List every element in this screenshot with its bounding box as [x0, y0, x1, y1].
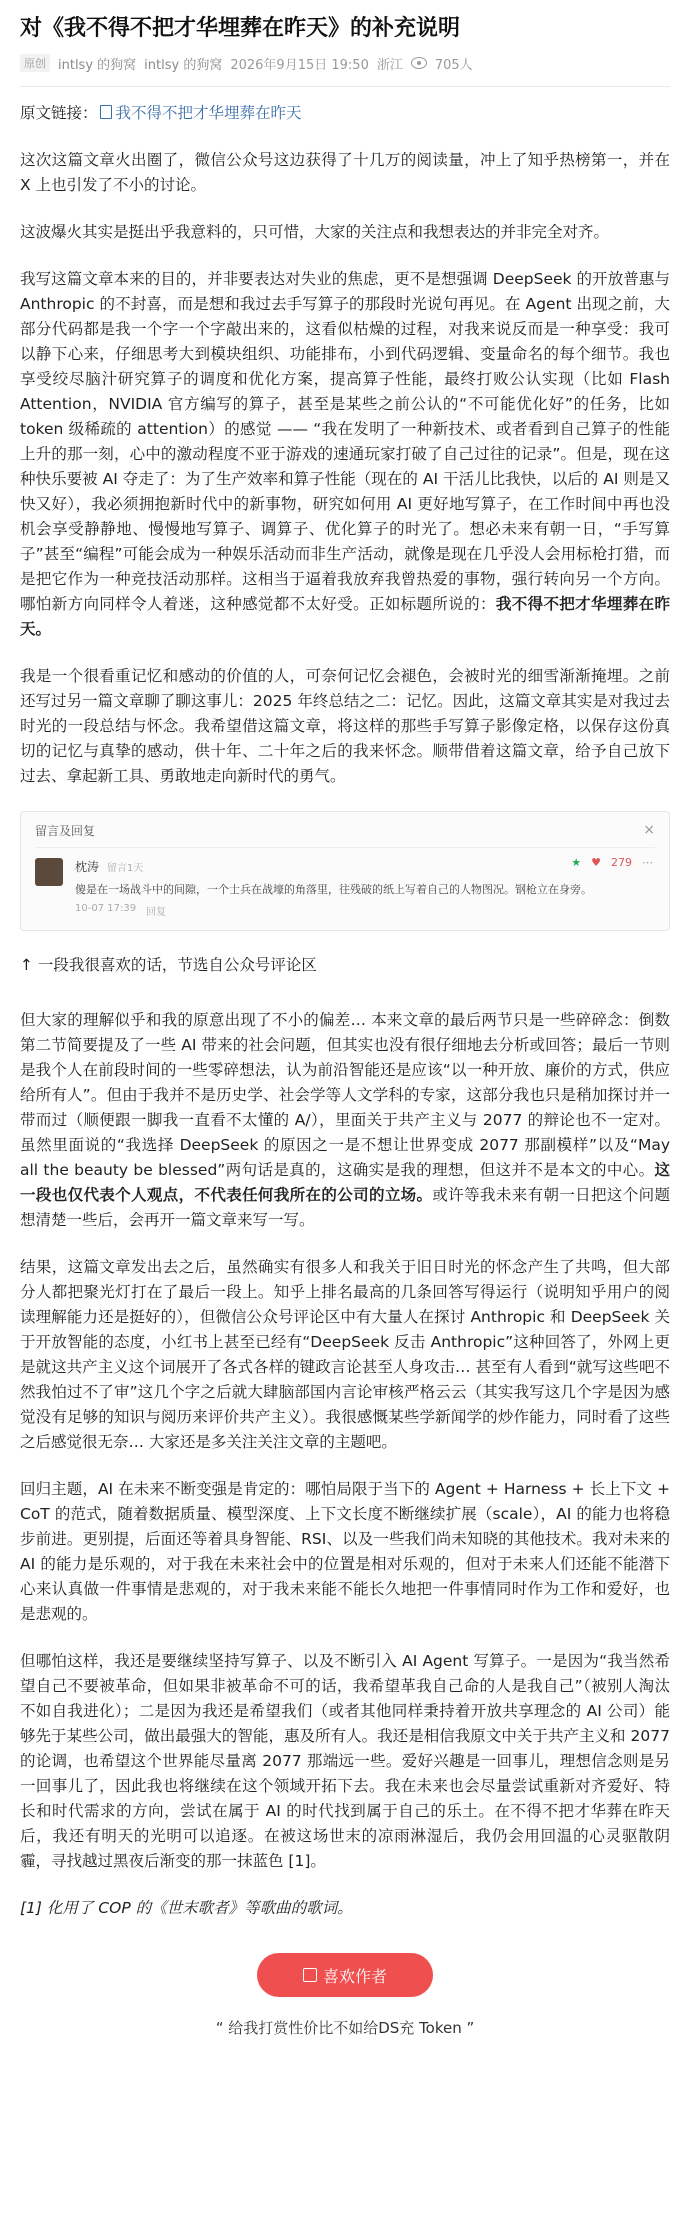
divider	[20, 86, 670, 87]
paragraph-3	[20, 267, 670, 642]
comment-screenshot	[20, 811, 670, 931]
paragraph-5-bold: 这一段也仅代表个人观点，不代表任何我所在的公司的立场。	[20, 1161, 670, 1204]
paragraph-1: 这次这篇文章火出圈了，微信公众号这边获得了十几万的阅读量，冲上了知乎热榜第一，并在 X 上也引发了不小的讨论。	[20, 151, 670, 194]
star-icon: ★	[571, 856, 582, 869]
original-link-label: 原文链接：	[20, 104, 98, 122]
avatar	[35, 858, 63, 886]
comment-like-count: 279	[611, 856, 632, 869]
original-link-row	[20, 101, 670, 126]
reward-text: “ 给我打赏性价比不如给DS充 Token ”	[215, 2019, 475, 2037]
document-icon	[100, 105, 112, 119]
publish-location: 浙江	[376, 57, 403, 73]
card-divider	[35, 847, 655, 848]
paragraph-3-bold: 我不得不把才华埋葬在昨天。	[20, 595, 670, 638]
image-caption: ↑ 一段我很喜欢的话，节选自公众号评论区	[20, 956, 317, 974]
article-title: 对《我不得不把才华埋葬在昨天》的补充说明	[20, 16, 461, 41]
thumbs-up-icon	[303, 1968, 317, 1982]
view-count: 705人	[434, 57, 473, 73]
eye-icon	[411, 57, 427, 69]
original-article-link[interactable]	[98, 104, 302, 122]
paragraph-5-tail: 或许等我未来有朝一日把这个问题想清楚一些后，会再开一篇文章来写一写。	[20, 1186, 670, 1229]
more-icon: ⋯	[642, 856, 653, 869]
like-author-label: 喜欢作者	[322, 1966, 387, 1986]
paragraph-5-text: 但大家的理解似乎和我的原意出现了不小的偏差… 本来文章的最后两节只是一些碎碎念：倒数第二节简要提及了一些 AI 带来的社会问题，但其实也没有很仔细地去分析或回答；最后一节则是我个人在前段时间的一些零碎想法，认为前沿智能还是应该“以一种开放、廉价的方式，供应给所有人”。但由于我并不是历史学、社会学等人文学科的专家，这部分我也只是稍加探讨并一带而过（顺便跟一脚我一直看不太懂的 A/），里面关于共产主义与 2077 的辩论也不一定对。虽然里面说的“我选择 DeepSeek 的原因之一是不想让世界变成 2077 那副模样”以及“May all the beauty be blessed”两句话是真的，这确实是我的理想，但这并不是本文的中心。	[20, 1011, 670, 1179]
like-author-button[interactable]	[257, 1953, 433, 1997]
comment-reply: 回复	[146, 907, 167, 918]
original-article-link-text: 我不得不把才华埋葬在昨天	[115, 104, 302, 122]
comment-user-time: 留言1天	[107, 863, 144, 874]
close-icon: ×	[643, 822, 655, 838]
footnote: [1] 化用了 COP 的《世末歌者》等歌曲的歌词。	[20, 1899, 353, 1917]
paragraph-2: 这波爆火其实是挺出乎我意料的，只可惜，大家的关注点和我想表达的并非完全对齐。	[20, 223, 610, 241]
publish-datetime: 2026年9月15日 19:50	[230, 57, 369, 73]
original-tag: 原创	[20, 54, 50, 72]
comment-username: 枕涛	[75, 860, 100, 874]
paragraph-4: 我是一个很看重记忆和感动的价值的人，可奈何记忆会褪色，会被时光的细雪渐渐掩埋。之前还写过另一篇文章聊了聊这事儿：2025 年终总结之二：记忆。因此，这篇文章其实是对我过去时光的一段总结与怀念。我希望借这篇文章，将这样的那些手写算子影像定格，以保存这份真切的记忆与真挚的感动，供十年、二十年之后的我来怀念。顺带借着这篇文章，给予自己放下过去、拿起新工具、勇敢地走向新时代的勇气。	[20, 667, 670, 785]
comment-text: 傻是在一场战斗中的间隙，一个士兵在战壕的角落里，往残破的纸上写着自己的人物图况。钢枪立在身旁。	[75, 883, 592, 896]
paragraph-7: 回归主题，AI 在未来不断变强是肯定的：哪怕局限于当下的 Agent + Harness + 长上下文 + CoT 的范式，随着数据质量、模型深度、上下文长度不断继续扩展（scale），AI 的能力也将稳步前进。更别提，后面还等着具身智能、RSI、以及一些我们尚未知晓的其他技术。我对未来的 AI 的能力是乐观的，对于我在未来社会中的位置是相对乐观的，但对于未来人们还能不能潜下心来认真做一件事情是悲观的，对于我未来能不能长久地把一件事情同时作为工作和爱好，也是悲观的。	[20, 1480, 670, 1623]
paragraph-5	[20, 1008, 670, 1233]
article-meta	[20, 52, 670, 74]
author-name[interactable]: intlsy 的狗窝	[58, 57, 137, 73]
comment-date: 10-07 17:39	[75, 903, 137, 914]
paragraph-3-text: 我写这篇文章本来的目的，并非要表达对失业的焦虑，更不是想强调 DeepSeek 的开放普惠与 Anthropic 的不封喜，而是想和我过去手写算子的那段时光说句再见。在 Agent 出现之前，大部分代码都是我一个字一个字敲出来的，这看似枯燥的过程，对我来说反而是一种享受：我可以静下心来，仔细思考大到模块组织、功能排布，小到代码逻辑、变量命名的每个细节。我也享受绞尽脑汁研究算子的调度和优化方案，提高算子性能，最终打败公认实现（比如 Flash Attention，NVIDIA 官方编写的算子，甚至是某些之前公认的“不可能优化好”的任务，比如 token 级稀疏的 attention）的感觉 —— “我在发明了一种新技术、或者看到自己算子的性能上升的那一刻，心中的激动程度不亚于游戏的速通玩家打破了自己过往的记录”。但是，现在这种快乐要被 AI 夺走了：为了生产效率和算子性能（现在的 AI 干活儿比我快，以后的 AI 则是又快又好），我必须拥抱新时代中的新事物，研究如何用 AI 更好地写算子，在工作时间中再也没机会享受静静地、慢慢地写算子、调算子、优化算子的时光了。想必未来有朝一日，“手写算子”甚至“编程”可能会成为一种娱乐活动而非生产活动，就像是现在几乎没人会用标枪打猎，而是把它作为一种竞技活动那样。这相当于逼着我放弃我曾热爱的事物，强行转向另一个方向。哪怕新方向同样令人着迷，这种感觉都不太好受。正如标题所说的：	[20, 270, 670, 613]
paragraph-6: 结果，这篇文章发出去之后，虽然确实有很多人和我关于旧日时光的怀念产生了共鸣，但大部分人都把聚光灯打在了最后一段上。知乎上排名最高的几条回答写得运行（说明知乎用户的阅读理解能力还是挺好的），但微信公众号评论区中有大量人在探讨 Anthropic 和 DeepSeek 关于开放智能的态度，小红书上甚至已经有“DeepSeek 反击 Anthropic”这种回答了，外网上更是就这共产主义这个词展开了各式各样的键政言论甚至人身攻击… 甚至有人看到“就写这些吧不然我怕过不了审”这几个字之后就大肆脑部国内言论审核严格云云（其实我写这几个字是因为感觉没有足够的知识与阅历来评价共产主义）。我很感慨某些学新闻学的炒作能力，同时看了这些之后感觉很无奈… 大家还是多关注关注文章的主题吧。	[20, 1258, 670, 1451]
paragraph-8: 但哪怕这样，我还是要继续坚持写算子、以及不断引入 AI Agent 写算子。一是因为“我当然希望自己不要被革命，但如果非被革命不可的话，我希望革我自己命的人是我自己”（被别人淘汰不如自我进化）；二是因为我还是希望我们（或者其他同样秉持着开放共享理念的 AI 公司）能够先于某些公司，做出最强大的智能，惠及所有人。我还是相信我原文中关于共产主义和 2077 的论调，也希望这个世界能尽量离 2077 那端远一些。爱好兴趣是一回事儿，理想信念则是另一回事儿了，因此我也将继续在这个领域开拓下去。我在未来也会尽量尝试重新对齐爱好、特长和时代需求的方向，尝试在属于 AI 的时代找到属于自己的乐土。在不得不把才华葬在昨天后，我还有明天的光明可以追逐。在被这场世末的凉雨淋湿后，我仍会用回温的心灵驱散阴霾，寻找越过黑夜后渐变的那一抹蓝色 [1]。	[20, 1652, 670, 1870]
account-name[interactable]: intlsy 的狗窝	[144, 57, 223, 73]
like-icon: ♥	[591, 856, 601, 869]
comment-item	[35, 858, 655, 918]
comment-card-header: 留言及回复	[35, 824, 96, 838]
